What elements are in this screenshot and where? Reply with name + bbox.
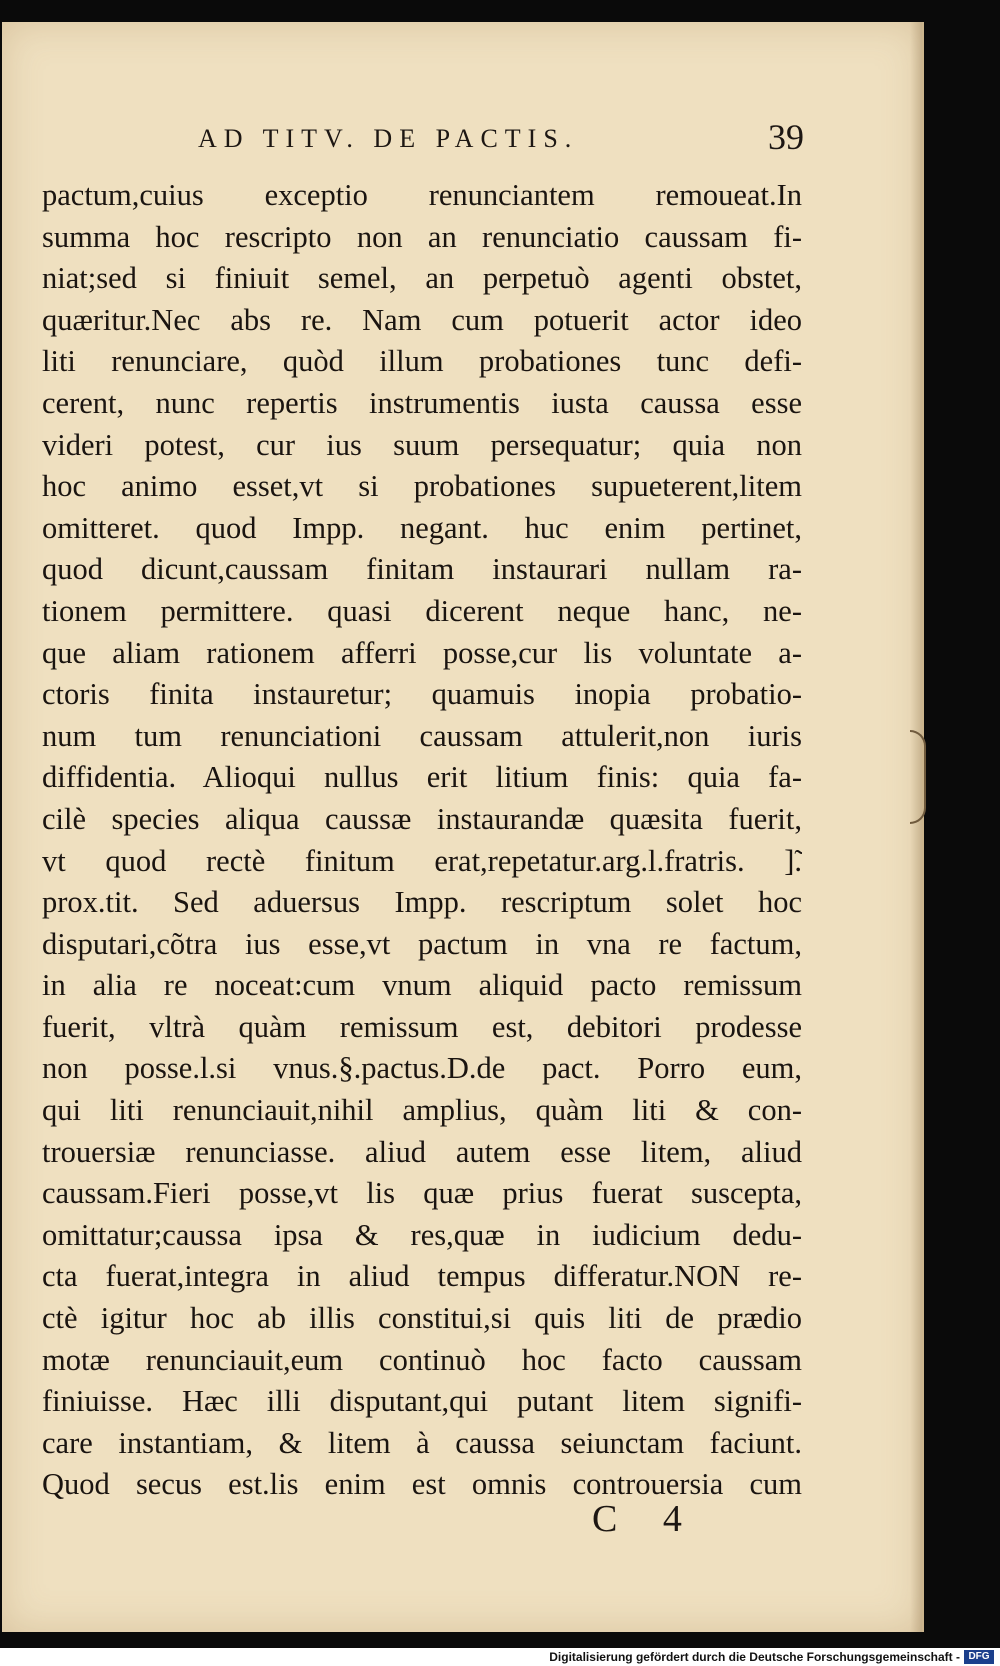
running-head: AD TITV. DE PACTIS.: [198, 124, 579, 153]
text-line: quod dicunt,caussam finitam instaurari nullam ra-: [42, 552, 802, 587]
text-line: cerent, nunc repertis instrumentis iusta caussa esse: [42, 385, 802, 420]
text-line: ctè igitur hoc ab illis constitui,si quis liti de prædio: [42, 1301, 802, 1336]
signature-mark: C 4: [592, 1498, 700, 1540]
text-line: Quod secus est.lis enim est omnis controuersia cum: [42, 1467, 802, 1502]
text-line: vt quod rectè finitum erat,repetatur.arg.l.fratris. ]̃.: [42, 843, 802, 878]
text-line: ctoris finita instauretur; quamuis inopia probatio-: [42, 677, 802, 712]
page-edge-shadow: [910, 22, 922, 1632]
text-line: caussam.Fieri posse,vt lis quæ prius fuerat suscepta,: [42, 1176, 802, 1211]
text-line: care instantiam, & litem à caussa seiunctam faciunt.: [42, 1425, 802, 1460]
text-line: qui liti renunciauit,nihil amplius, quàm liti & con-: [42, 1093, 802, 1128]
text-line: trouersiæ renunciasse. aliud autem esse litem, aliud: [42, 1134, 802, 1169]
text-line: in alia re noceat:cum vnum aliquid pacto remissum: [42, 968, 802, 1003]
text-line: prox.tit. Sed aduersus Impp. rescriptum solet hoc: [42, 885, 802, 920]
footer-credit: Digitalisierung gefördert durch die Deutsche Forschungsgemeinschaft -: [549, 1650, 960, 1664]
body-text: [42, 175, 802, 1506]
text-line: finiuisse. Hæc illi disputant,qui putant litem signifi-: [42, 1384, 802, 1419]
text-line: cilè species aliqua caussæ instaurandæ quæsita fuerit,: [42, 801, 802, 836]
text-line: videri potest, cur ius suum persequatur; quia non: [42, 427, 802, 462]
text-line: non posse.l.si vnus.§.pactus.D.de pact. Porro eum,: [42, 1051, 802, 1086]
text-line: fuerit, vltrà quàm remissum est, debitori prodesse: [42, 1009, 802, 1044]
text-line: liti renunciare, quòd illum probationes tunc defi-: [42, 344, 802, 379]
text-line: num tum renunciationi caussam attulerit,non iuris: [42, 718, 802, 753]
page-header: [2, 102, 922, 162]
text-line: hoc animo esset,vt si probationes supueterent,litem: [42, 469, 802, 504]
page-tab-marker: [910, 730, 926, 824]
text-line: summa hoc rescripto non an renunciatio caussam fi-: [42, 219, 802, 254]
text-line: disputari,cõtra ius esse,vt pactum in vna re factum,: [42, 926, 802, 961]
text-line: pactum,cuius exceptio renunciantem remoueat.In: [42, 178, 802, 212]
text-line: motæ renunciauit,eum continuò hoc facto caussam: [42, 1342, 802, 1377]
text-line: cta fuerat,integra in aliud tempus differatur.NON re-: [42, 1259, 802, 1294]
text-line: diffidentia. Alioqui nullus erit litium finis: quia fa-: [42, 760, 802, 795]
dfg-logo: DFG: [964, 1650, 994, 1664]
text-line: niat;sed si finiuit semel, an perpetuò agenti obstet,: [42, 261, 802, 296]
text-line: que aliam rationem afferri posse,cur lis voluntate a-: [42, 635, 802, 670]
text-line: tionem permittere. quasi dicerent neque hanc, ne-: [42, 593, 802, 628]
text-line: quæritur.Nec abs re. Nam cum potuerit actor ideo: [42, 302, 802, 337]
text-line: omitteret. quod Impp. negant. huc enim pertinet,: [42, 510, 802, 545]
text-line: omittatur;caussa ipsa & res,quæ in iudicium dedu-: [42, 1217, 802, 1252]
digitization-footer: [0, 1648, 1000, 1666]
page-number: 39: [768, 117, 804, 157]
book-page: [2, 22, 924, 1632]
